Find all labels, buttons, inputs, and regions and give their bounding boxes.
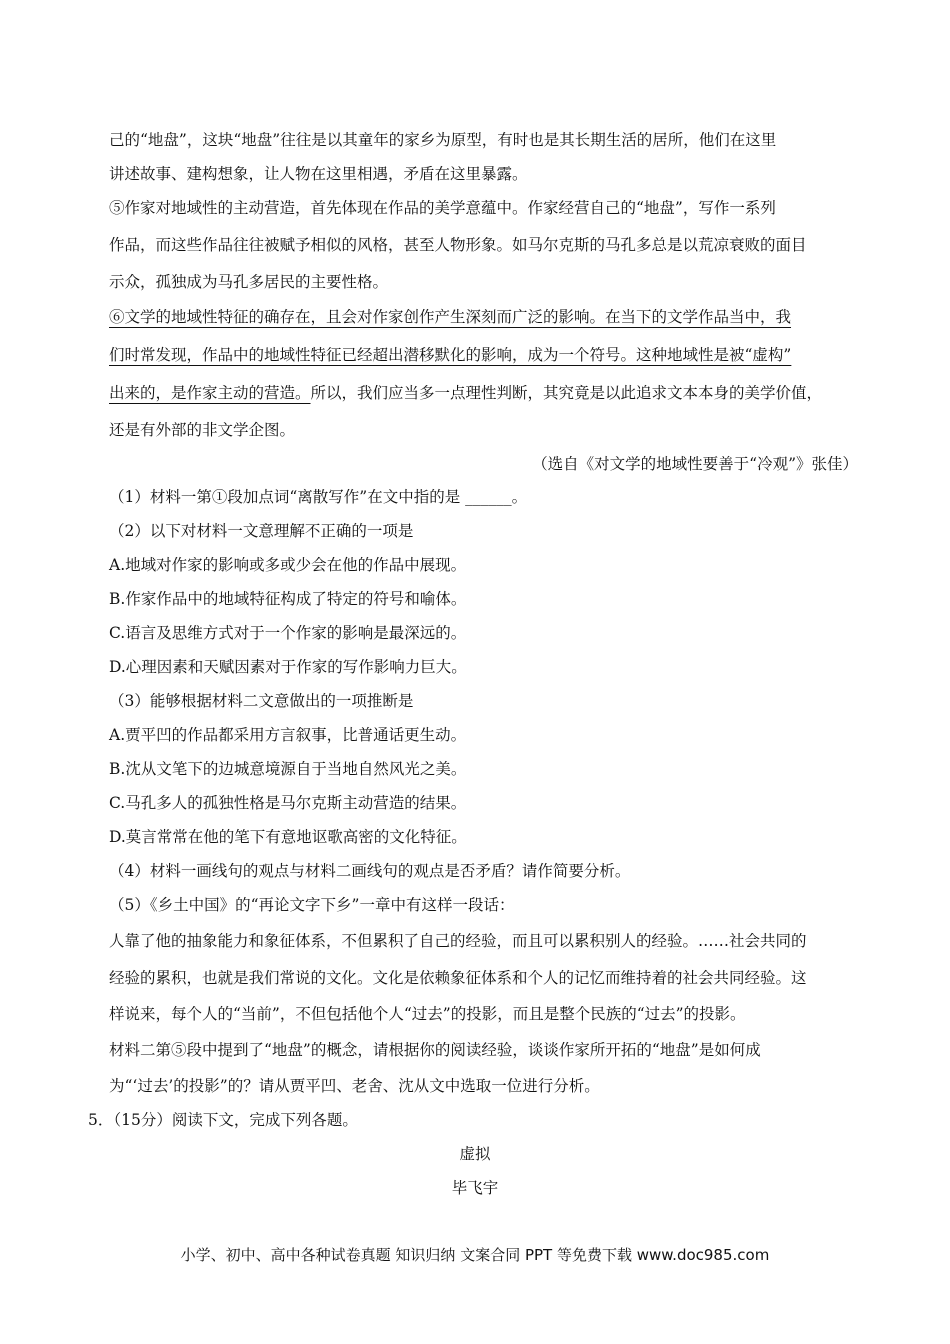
paragraph-6-line-3 [109,381,822,403]
paragraph-6-line-1: ⑥文学的地域性特征的确存在，且会对作家创作产生深刻而广泛的影响。在当下的文学作品当中，我 [109,308,792,326]
question-2-option-d: D.心理因素和天赋因素对于作家的写作影响力巨大。 [109,658,467,676]
paragraph-6-line-2: 们时常发现，作品中的地域性特征已经超出潜移默化的影响，成为一个符号。这种地域性是被“虚构” [109,346,792,364]
paragraph-5-line-1: ⑤作家对地域性的主动营造，首先体现在作品的美学意蕴中。作家经营自己的“地盘”，写作一系列 [109,199,776,217]
question-5-quote-line-1: 人靠了他的抽象能力和象征体系，不但累积了自己的经验，而且可以累积别人的经验。……社会共同的 [109,932,807,950]
question-4: （4）材料一画线句的观点与材料二画线句的观点是否矛盾？请作简要分析。 [109,862,631,880]
paragraph-6-line-3-rest: 所以，我们应当多一点理性判断，其究竟是以此追求文本本身的美学价值， [310,384,823,402]
question-5-quote-line-2: 经验的累积，也就是我们常说的文化。文化是依赖象征体系和个人的记忆而维持着的社会共同经验。这 [109,969,807,987]
paragraph-5-line-3: 示众，孤独成为马孔多居民的主要性格。 [109,273,389,291]
question-3: （3）能够根据材料二文意做出的一项推断是 [109,692,414,710]
source-citation: （选自《对文学的地域性要善于“冷观”》张佳） [532,455,858,473]
underlined-sentence-end: 出来的，是作家主动的营造。 [109,384,311,402]
paragraph-4-tail-line-1: 己的“地盘”，这块“地盘”往往是以其童年的家乡为原型，有时也是其长期生活的居所，他们在这里 [109,131,777,149]
question-2-option-a: A.地域对作家的影响或多或少会在他的作品中展现。 [109,556,467,574]
paragraph-5-line-2: 作品，而这些作品往往被赋予相似的风格，甚至人物形象。如马尔克斯的马孔多总是以荒凉衰败的面目 [109,236,807,254]
question-3-option-a: A.贾平凹的作品都采用方言叙事，比普通话更生动。 [109,726,467,744]
paragraph-4-tail-line-2: 讲述故事、建构想象，让人物在这里相遇，矛盾在这里暴露。 [109,165,528,183]
question-3-option-d: D.莫言常常在他的笔下有意地讴歌高密的文化特征。 [109,828,467,846]
question-2: （2）以下对材料一文意理解不正确的一项是 [109,522,414,540]
question-5: （5）《乡土中国》的“再论文字下乡”一章中有这样一段话： [109,896,515,914]
item-5-heading: 5．（15分）阅读下文，完成下列各题。 [88,1111,358,1129]
question-5-quote-line-3: 样说来，每个人的“当前”，不但包括他个人“过去”的投影，而且是整个民族的“过去”的投影。 [109,1005,746,1023]
question-3-option-c: C.马孔多人的孤独性格是马尔克斯主动营造的结果。 [109,794,467,812]
article-author: 毕飞宇 [451,1179,499,1197]
page-footer: 小学、初中、高中各种试卷真题 知识归纳 文案合同 PPT 等免费下载 www.doc985.com [180,1246,770,1264]
question-2-option-b: B.作家作品中的地域特征构成了特定的符号和喻体。 [109,590,467,608]
question-1: （1）材料一第①段加点词“离散写作”在文中指的是 ______。 [109,488,528,506]
question-3-option-b: B.沈从文笔下的边城意境源自于当地自然风光之美。 [109,760,467,778]
question-2-option-c: C.语言及思维方式对于一个作家的影响是最深远的。 [109,624,467,642]
question-5-task-line-2: 为“‘过去’的投影”的？请从贾平凹、老舍、沈从文中选取一位进行分析。 [109,1077,600,1095]
paragraph-6-line-4: 还是有外部的非文学企图。 [109,421,296,439]
question-5-task-line-1: 材料二第⑤段中提到了“地盘”的概念，请根据你的阅读经验，谈谈作家所开拓的“地盘”是如何成 [109,1041,761,1059]
article-title: 虚拟 [459,1145,491,1163]
